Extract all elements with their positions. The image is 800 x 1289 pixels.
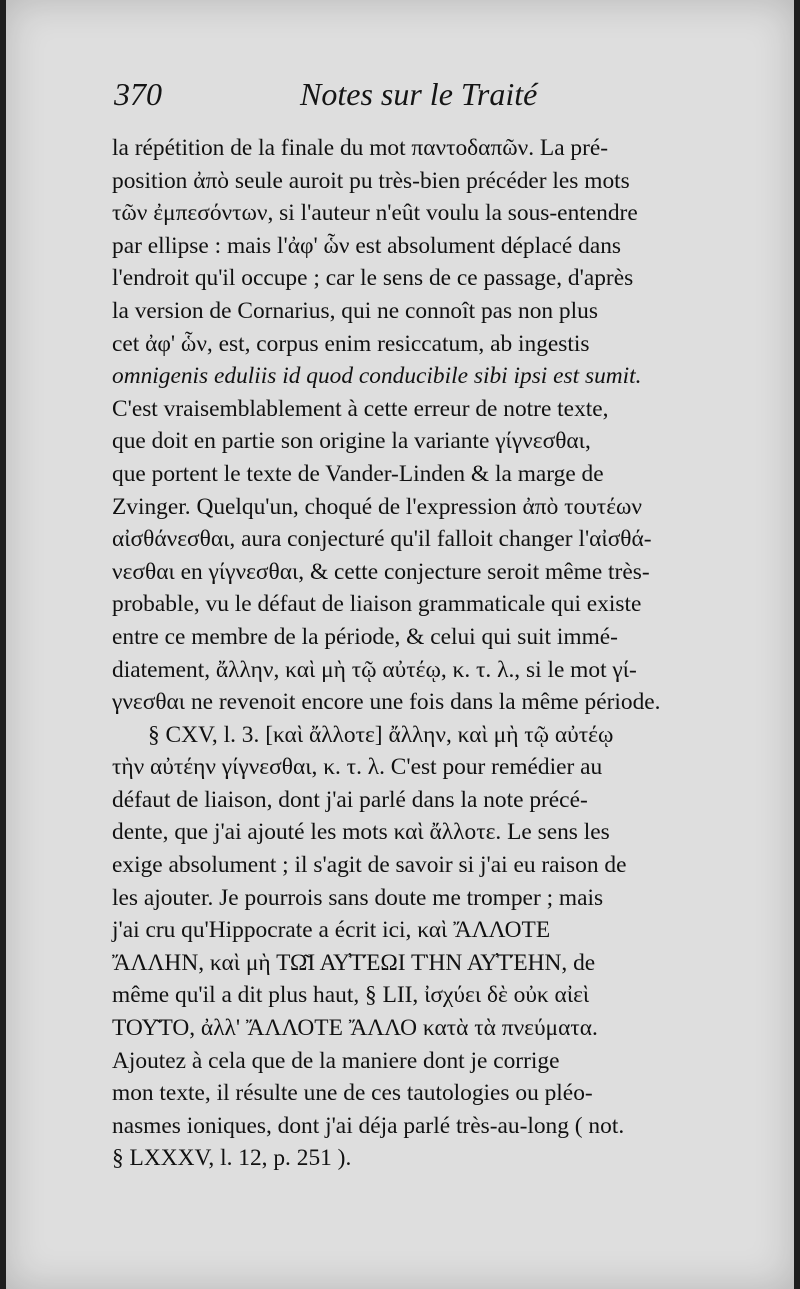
text-line: omnigenis eduliis id quod conducibile sibi ipsi est sumit.: [112, 363, 642, 390]
text-line: τῶν ἐμπεσόντων, si l'auteur n'eût voulu la sous-entendre: [112, 200, 638, 227]
text-line: probable, vu le défaut de liaison grammaticale qui existe: [112, 591, 642, 618]
text-line: l'endroit qu'il occupe ; car le sens de ce passage, d'après: [112, 265, 634, 292]
text-line: les ajouter. Je pourrois sans doute me tromper ; mais: [112, 884, 604, 911]
text-line: diatement, ἄλλην, καὶ μὴ τῷ αὐτέῳ, κ. τ. λ., si le mot γί-: [112, 656, 637, 683]
text-line: entre ce membre de la période, & celui qui suit immé-: [112, 623, 618, 650]
text-line: ΤΟΥ͂ΤΟ, ἀλλ' ἌΛΛΟΤΕ ἌΛΛΟ κατὰ τὰ πνεύματα.: [112, 1015, 598, 1042]
text-line: § LXXXV, l. 12, p. 251 ).: [112, 1145, 352, 1172]
page-number: 370: [114, 76, 162, 112]
text-line: même qu'il a dit plus haut, § LII, ἰσχύει δὲ οὐκ αἰεὶ: [112, 982, 590, 1009]
text-line: Ajoutez à cela que de la maniere dont je corrige: [112, 1047, 560, 1074]
text-line: § CXV, l. 3. [καὶ ἄλλοτε] ἄλλην, καὶ μὴ τῷ αὐτέῳ: [148, 721, 614, 748]
text-line: par ellipse : mais l'ἀφ' ὧν est absolument déplacé dans: [112, 232, 621, 259]
text-line: mon texte, il résulte une de ces tautologies ou pléo-: [112, 1080, 593, 1107]
text-line: que doit en partie son origine la variante γίγνεσθαι,: [112, 428, 591, 455]
text-line: τὴν αὐτέην γίγνεσθαι, κ. τ. λ. C'est pour remédier au: [112, 754, 603, 781]
text-line: cet ἀφ' ὧν, est, corpus enim resiccatum, ab ingestis: [112, 330, 590, 357]
notes-body: [112, 132, 770, 1175]
text-line: C'est vraisemblablement à cette erreur de notre texte,: [112, 395, 609, 422]
text-line: défaut de liaison, dont j'ai parlé dans la note précé-: [112, 786, 588, 813]
text-line: j'ai cru qu'Hippocrate a écrit ici, καὶ ἌΛΛΟΤΕ: [112, 917, 551, 944]
book-page: [6, 0, 794, 1289]
text-line: ἌΛΛΗΝ, καὶ μὴ ΤΩ͂Ι ΑΥ̓ΤΈΩΙ ΤῊΝ ΑΥ̓ΤΈΗΝ, de: [112, 949, 596, 976]
text-line: position ἀπὸ seule auroit pu très-bien précéder les mots: [112, 167, 630, 194]
text-line: nasmes ioniques, dont j'ai déja parlé très-au-long ( not.: [112, 1112, 625, 1139]
text-line: Zvinger. Quelqu'un, choqué de l'expression ἀπὸ τουτέων: [112, 493, 643, 520]
text-line: la version de Cornarius, qui ne connoît pas non plus: [112, 297, 598, 324]
text-line: que portent le texte de Vander-Linden & la marge de: [112, 460, 604, 487]
text-line: νεσθαι en γίγνεσθαι, & cette conjecture seroit même très-: [112, 558, 650, 585]
running-title: Notes sur le Traité: [300, 76, 538, 112]
text-line: γνεσθαι ne revenoit encore une fois dans la même période.: [112, 689, 661, 716]
page-header: [114, 76, 754, 116]
text-line: exige absolument ; il s'agit de savoir si j'ai eu raison de: [112, 852, 627, 879]
text-line: la répétition de la finale du mot παντοδαπῶν. La pré-: [112, 135, 609, 161]
text-line: dente, que j'ai ajouté les mots καὶ ἄλλοτε. Le sens les: [112, 819, 610, 846]
text-line: αἰσθάνεσθαι, aura conjecturé qu'il falloit changer l'αἰσθά-: [112, 526, 652, 553]
